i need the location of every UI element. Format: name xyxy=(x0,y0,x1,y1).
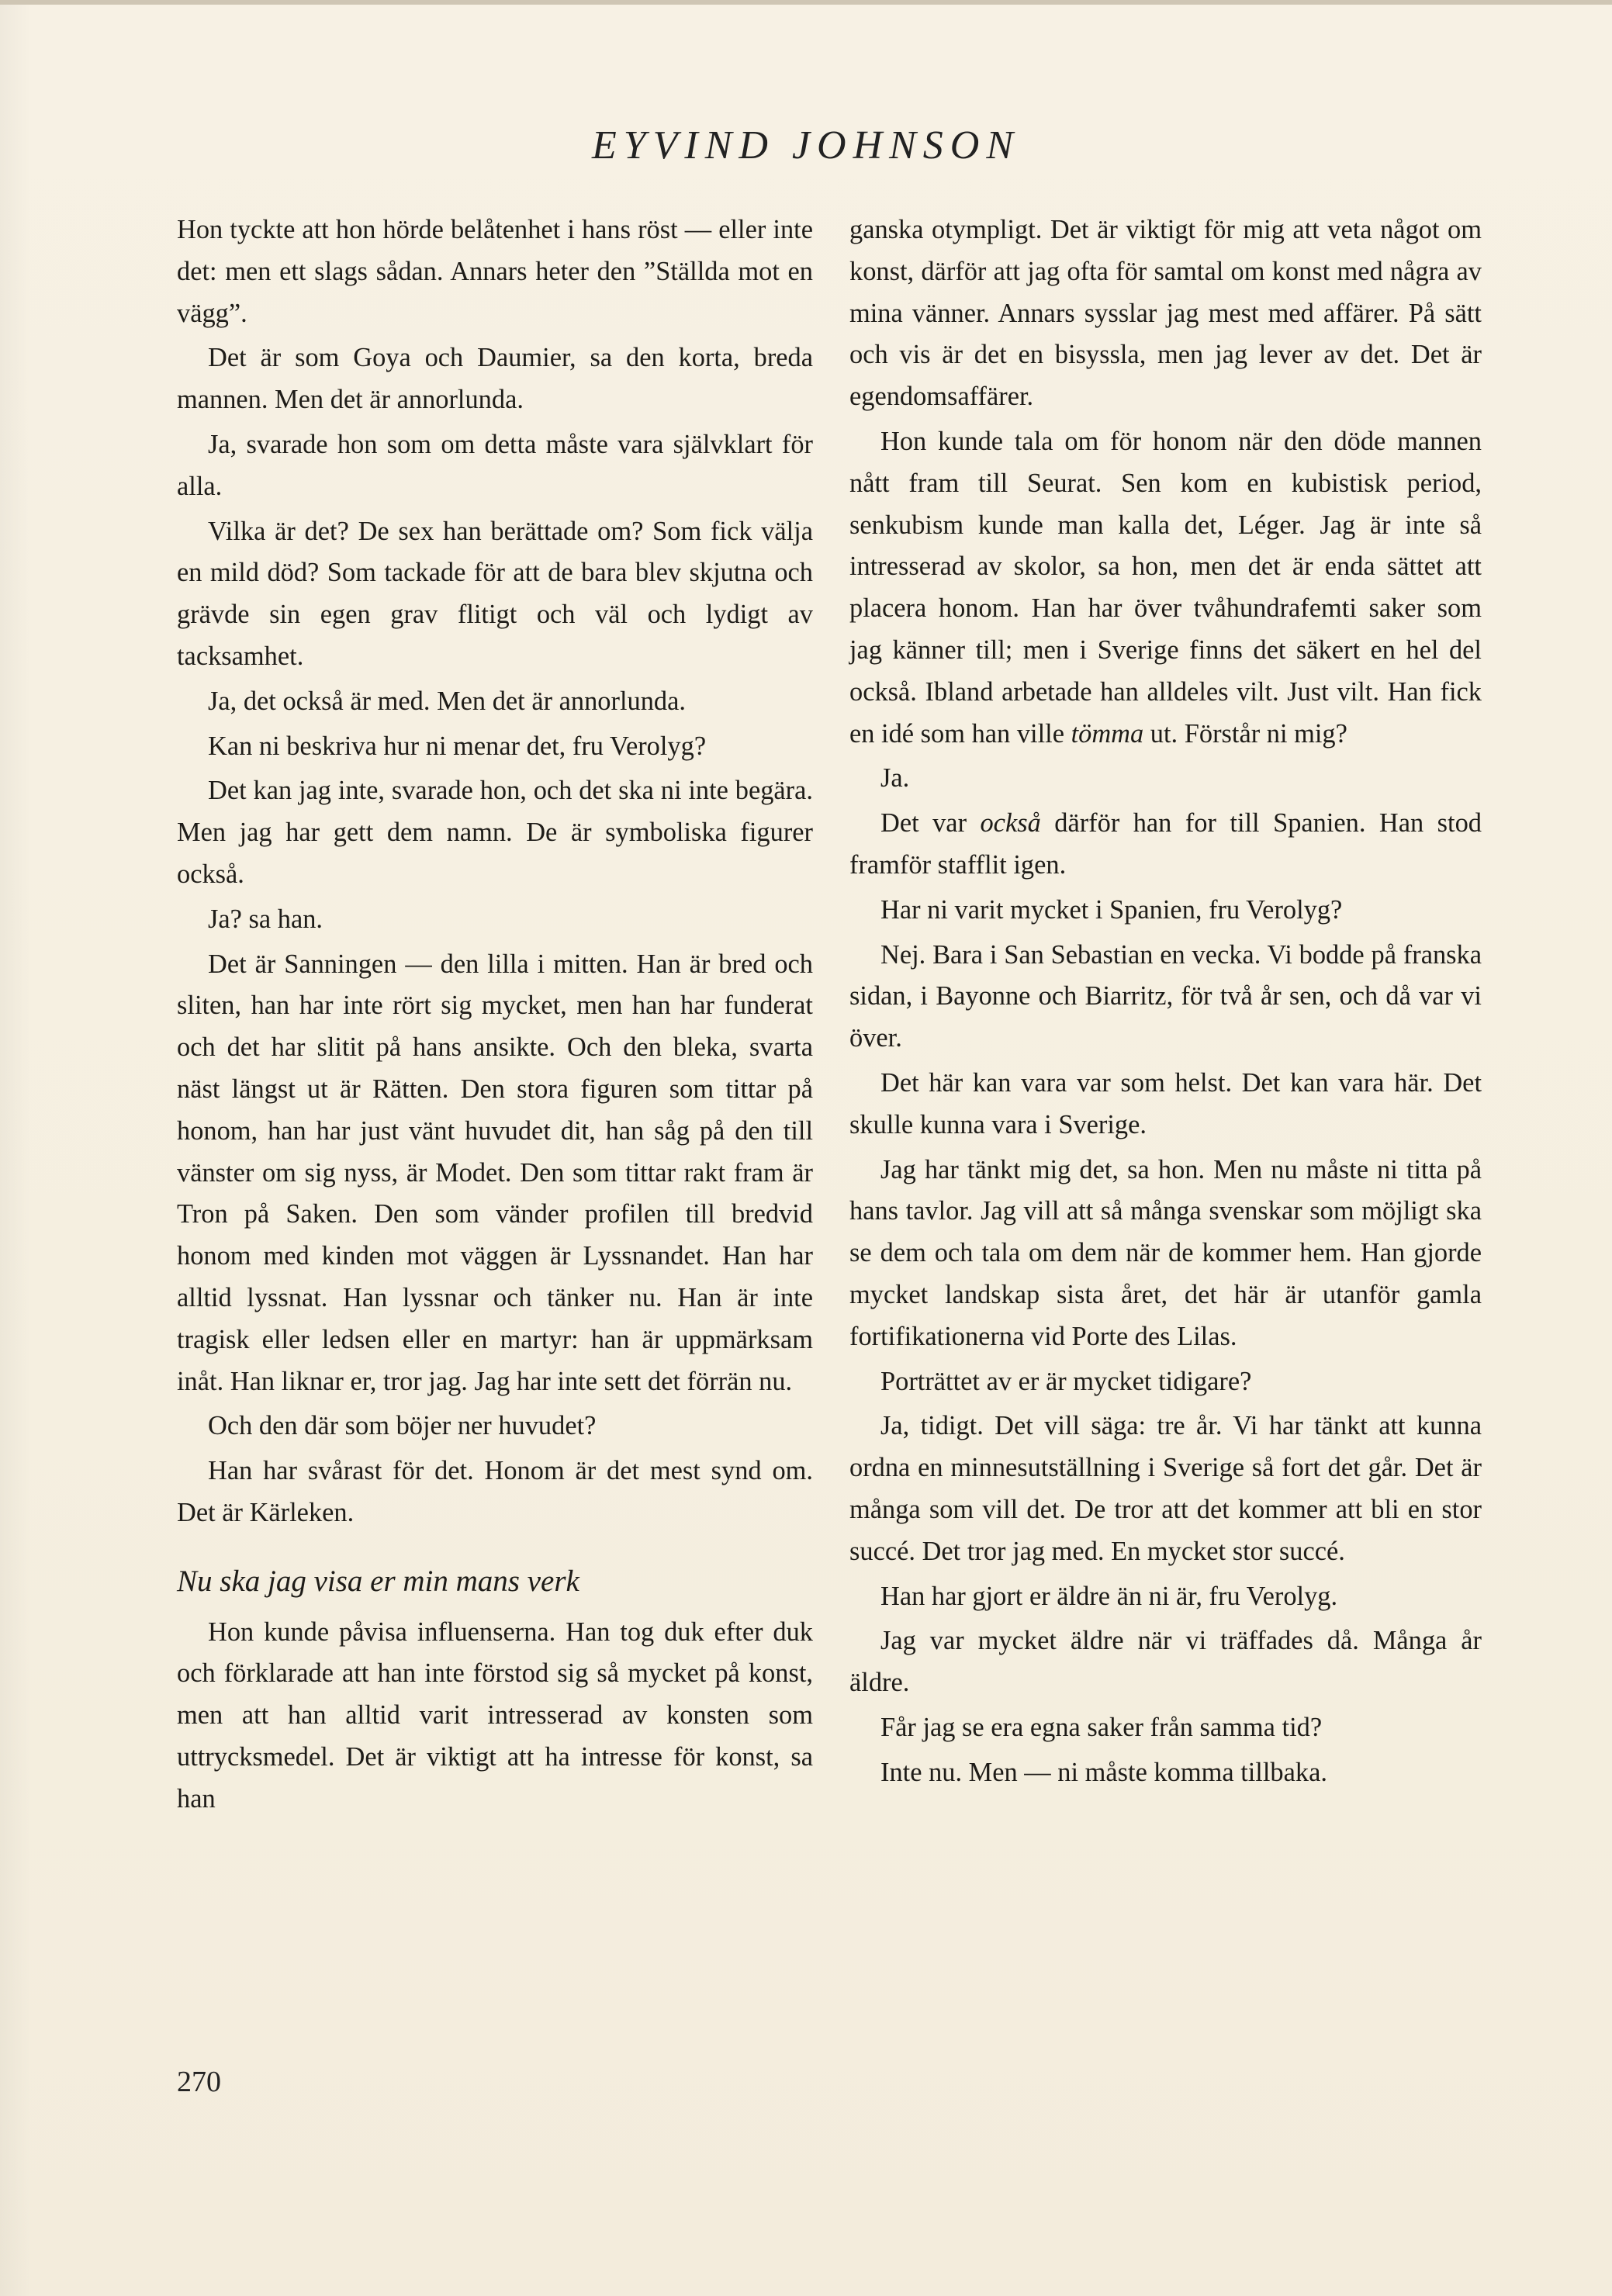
paragraph-text: ut. Förstår ni mig? xyxy=(1143,718,1347,749)
paragraph: Ja? sa han. xyxy=(208,904,323,934)
paragraph xyxy=(849,1620,1482,1704)
paragraph xyxy=(849,1063,1482,1146)
paragraph xyxy=(849,935,1482,1060)
paragraph-text: Jag var mycket äldre när vi träffades då. Många år äldre. xyxy=(849,1626,1482,1698)
running-header-author: EYVIND JOHNSON xyxy=(591,123,1021,168)
paragraph: Ja, svarade hon som om detta måste vara självklart för alla. xyxy=(177,429,813,501)
paragraph-text: Porträttet av er är mycket tidigare? xyxy=(880,1366,1252,1396)
paragraph: Det kan jag inte, svarade hon, och det ska ni inte begära. Men jag har gett dem namn. De är symboliska figurer också. xyxy=(177,776,813,889)
paragraph xyxy=(849,758,1482,800)
paragraph: Han har svårast för det. Honom är det mest synd om. Det är Kärleken. xyxy=(177,1456,813,1527)
paragraph xyxy=(849,421,1482,755)
left-column xyxy=(177,209,813,1823)
right-column xyxy=(849,209,1482,1796)
paragraph: Kan ni beskriva hur ni menar det, fru Verolyg? xyxy=(208,731,707,761)
paragraph-text: Det var xyxy=(880,808,981,839)
paragraph: Ja, det också är med. Men det är annorlunda. xyxy=(208,686,686,716)
paragraph xyxy=(849,1576,1482,1618)
paragraph xyxy=(849,890,1482,932)
paragraph xyxy=(849,1752,1482,1794)
paragraph xyxy=(849,1361,1482,1403)
paragraph-text: Ja, tidigt. Det vill säga: tre år. Vi har tänkt att kunna ordna en minnesutställning i Sverige så fort det går. Det är många som vill det. De tror att det kommer att bli en stor succé. Det tror jag med. En mycket stor succé. xyxy=(849,1411,1482,1566)
paragraph-text: därför han for till Spanien. Han stod framför stafflit igen. xyxy=(849,808,1482,880)
paragraph-text: ganska otympligt. Det är viktigt för mig att veta något om konst, därför att jag ofta för samtal om konst med några av mina vänner. Annars sysslar jag mest med affärer. På sätt och vis är det en bisyssla, men jag lever av det. Det är egendomsaffärer. xyxy=(849,215,1482,412)
emphasis-word: också xyxy=(980,808,1041,839)
paragraph: Hon kunde påvisa influenserna. Han tog duk efter duk och förklarade att han inte förstod sig så mycket på konst, men att han alltid varit intresserad av konsten som uttrycksmedel. Det är viktigt att ha intresse för konst, sa han xyxy=(177,1617,813,1814)
paragraph-text: Ja. xyxy=(880,763,910,794)
paragraph xyxy=(849,1150,1482,1358)
paragraph: Hon tyckte att hon hörde belåtenhet i hans röst — eller inte det: men ett slags sådan. Annars heter den ”Ställda mot en vägg”. xyxy=(177,215,813,328)
paragraph-text: Han har gjort er äldre än ni är, fru Verolyg. xyxy=(880,1581,1338,1611)
paragraph-text: Hon kunde tala om för honom när den döde mannen nått fram till Seurat. Sen kom en kubistisk period, senkubism kunde man kalla det, Léger. Jag är inte så intresserad av skolor, sa hon, men det är enda sättet att placera honom. Han har över tvåhundrafemti saker som jag känner till; men i Sverige finns det säkert en hel del också. Ibland arbetade han alldeles vilt. Just vilt. Han fick en idé som han ville xyxy=(849,426,1482,749)
paragraph xyxy=(849,1707,1482,1749)
paragraph: Det är Sanningen — den lilla i mitten. Han är bred och sliten, han har inte rört sig mycket, men han har funderat och det har slitit på hans ansikte. Och den bleka, svarta näst längst ut är Rätten. Den stora figuren som tittar på honom, han har just vänt huvudet dit, han såg på den till vänster om sig nyss, är Modet. Den som tittar rakt fram är Tron på Saken. Den som vänder profilen till bredvid honom med kinden mot väggen är Lyssnandet. Han har alltid lyssnat. Han lyssnar och tänker nu. Han är inte tragisk eller ledsen eller en martyr: han är uppmärksam inåt. Han liknar er, tror jag. Jag har inte sett det förrän nu. xyxy=(177,949,813,1396)
emphasis-word: tömma xyxy=(1071,718,1144,749)
page-number: 270 xyxy=(177,2066,221,2098)
page-top-edge xyxy=(0,0,1612,5)
paragraph-text: Får jag se era egna saker från samma tid? xyxy=(880,1712,1323,1742)
paragraph: Det är som Goya och Daumier, sa den korta, breda mannen. Men det är annorlunda. xyxy=(177,343,813,415)
paragraph xyxy=(849,209,1482,418)
paragraph xyxy=(849,1406,1482,1572)
paragraph: Vilka är det? De sex han berättade om? Som fick välja en mild död? Som tackade för att de bara blev skjutna och grävde sin egen grav flitigt och väl och lydigt av tacksamhet. xyxy=(177,516,813,671)
paragraph-text: Nej. Bara i San Sebastian en vecka. Vi bodde på franska sidan, i Bayonne och Biarritz, för två år sen, och då var vi över. xyxy=(849,939,1482,1053)
paragraph-text: Inte nu. Men — ni måste komma tillbaka. xyxy=(880,1757,1327,1787)
paragraph-text: Jag har tänkt mig det, sa hon. Men nu måste ni titta på hans tavlor. Jag vill att så många svenskar som möjligt ska se dem och tala om dem när de kommer hem. Han gjorde mycket landskap sista året, det här är utanför gamla fortifikationerna vid Porte des Lilas. xyxy=(849,1154,1482,1351)
paragraph: Och den där som böjer ner huvudet? xyxy=(208,1411,597,1441)
paragraph xyxy=(849,803,1482,887)
paragraph-text: Det här kan vara var som helst. Det kan vara här. Det skulle kunna vara i Sverige. xyxy=(849,1067,1482,1139)
section-heading: Nu ska jag visa er min mans verk xyxy=(177,1564,579,1598)
paragraph-text: Har ni varit mycket i Spanien, fru Verolyg? xyxy=(880,894,1343,925)
